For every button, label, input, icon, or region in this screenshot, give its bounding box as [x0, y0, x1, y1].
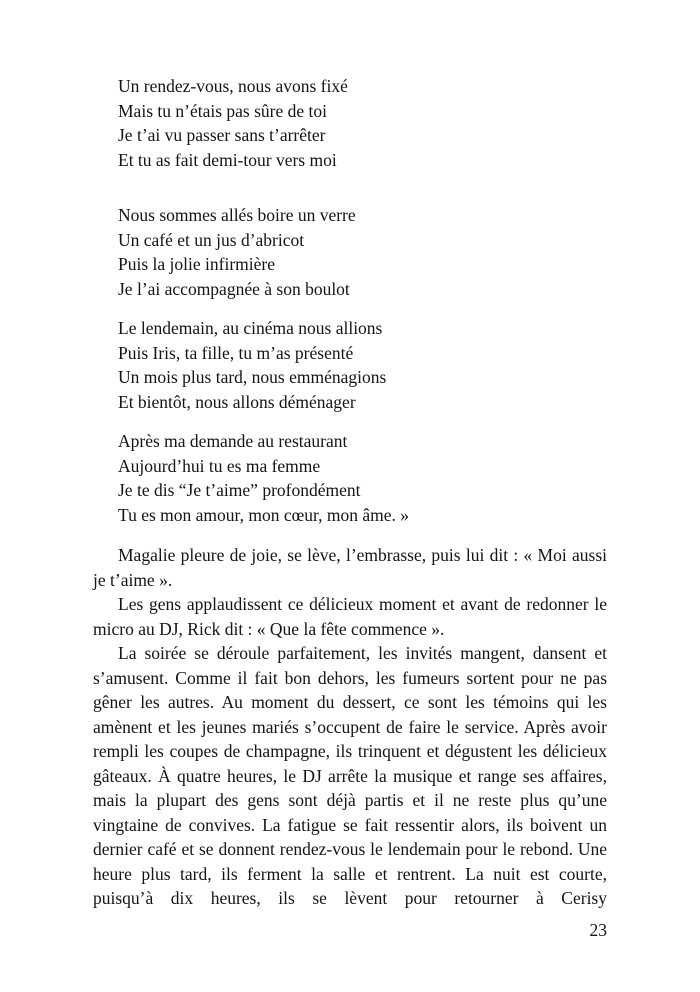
poem-line: Un rendez-vous, nous avons fixé	[118, 76, 348, 96]
poem-line: Mais tu n’étais pas sûre de toi	[118, 100, 327, 121]
poem-line: Un mois plus tard, nous emménagions	[118, 367, 387, 387]
page-number: 23	[589, 919, 607, 940]
poem-stanza	[118, 74, 607, 172]
prose-section	[93, 543, 607, 911]
poem-stanza	[118, 203, 607, 301]
poem	[93, 74, 607, 527]
paragraph: Magalie pleure de joie, se lève, l’embrasse, puis lui dit : « Moi aussi je t’aime ».	[93, 545, 607, 590]
poem-line: Aujourd’hui tu es ma femme	[118, 455, 321, 476]
poem-line: Je te dis “Je t’aime” profondément	[118, 480, 361, 500]
poem-stanza	[118, 429, 607, 527]
poem-line: Un café et un jus d’abricot	[118, 229, 305, 250]
paragraph: La soirée se déroule parfaitement, les invités mangent, dansent et s’amusent. Comme il fait bon dehors, les fumeurs sortent pour ne pas gêner les autres. Au moment du dessert, ce sont les témoins qui les amènent et les jeunes mariés s’occupent de faire le service. Après avoir rempli les coupes de champagne, ils trinquent et dégustent les délicieux gâteaux. À quatre heures, le DJ arrête la musique et range ses affaires, mais la plupart des gens sont déjà partis et il ne reste plus qu’une vingtaine de convives. La fatigue se fait ressentir alors, ils boivent un dernier café et se donnent rendez-vous le lendemain pour le rebond. Une heure plus tard, ils ferment la salle et rentrent. La nuit est courte, puisqu’à dix heures, ils se lèvent pour retourner à Cerisy	[93, 643, 607, 908]
poem-line: Nous sommes allés boire un verre	[118, 205, 356, 225]
poem-line: Après ma demande au restaurant	[118, 431, 348, 451]
poem-line: Puis la jolie infirmière	[118, 254, 275, 274]
paragraph: Les gens applaudissent ce délicieux moment et avant de redonner le micro au DJ, Rick dit : « Que la fête commence ».	[93, 594, 607, 639]
poem-line: Je l’ai accompagnée à son boulot	[118, 278, 350, 299]
poem-line: Le lendemain, au cinéma nous allions	[118, 318, 383, 338]
poem-line: Puis Iris, ta fille, tu m’as présenté	[118, 342, 354, 363]
poem-line: Et bientôt, nous allons déménager	[118, 391, 356, 412]
poem-stanza	[118, 316, 607, 414]
poem-line: Je t’ai vu passer sans t’arrêter	[118, 125, 326, 145]
poem-line: Et tu as fait demi-tour vers moi	[118, 149, 337, 170]
poem-line: Tu es mon amour, mon cœur, mon âme. »	[118, 504, 410, 525]
